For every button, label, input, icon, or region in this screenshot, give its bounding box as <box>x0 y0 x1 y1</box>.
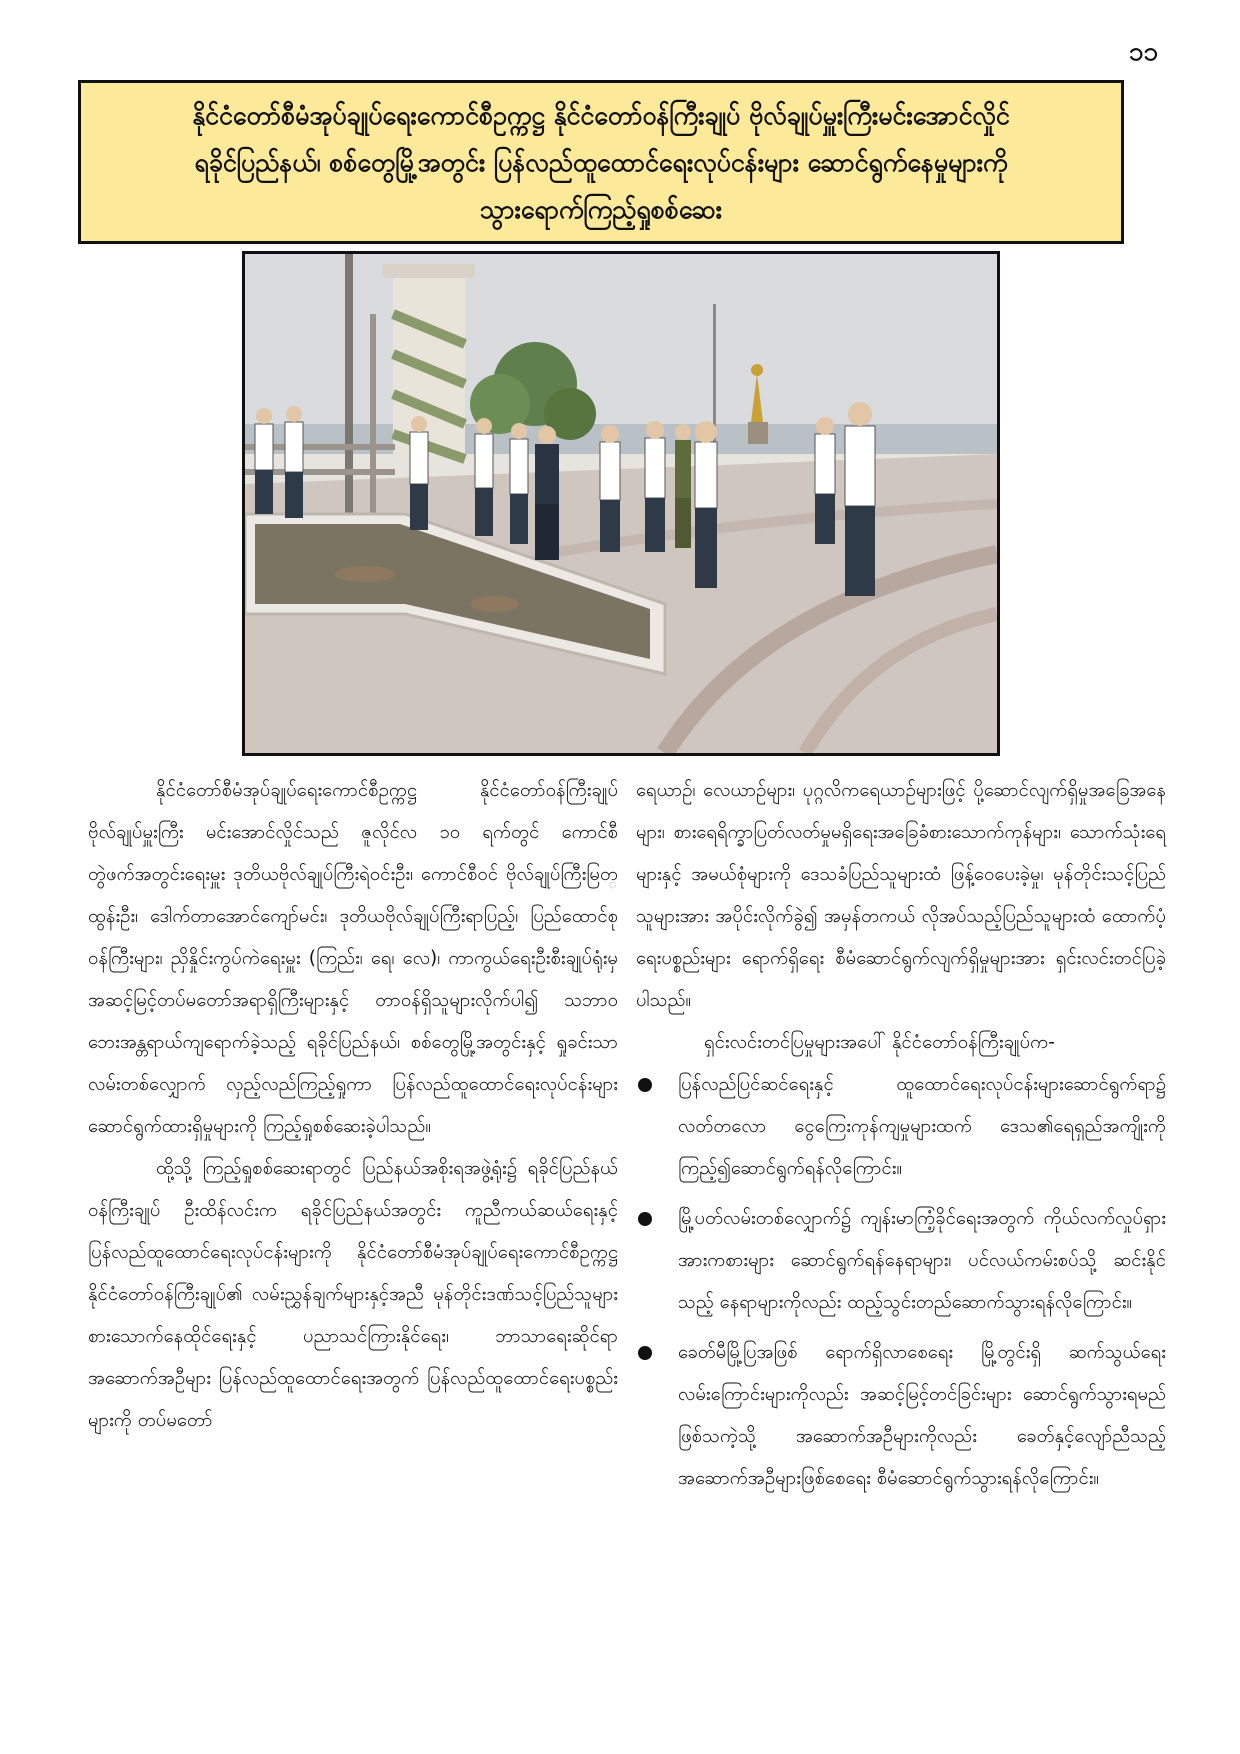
photo-illustration <box>245 254 997 753</box>
article-paragraph-4: ရှင်းလင်းတင်ပြမှုများအပေါ် နိုင်ငံတော်ဝန်ကြီးချုပ်က- <box>704 1032 1055 1053</box>
headline-box <box>78 80 1124 244</box>
headline-line-3: သွားရောက်ကြည့်ရှုစစ်ဆေး <box>480 194 722 224</box>
page-number: ၁၁ <box>1128 37 1158 67</box>
instruction-list <box>636 1064 1166 1500</box>
headline-line-2: ရခိုင်ပြည်နယ်၊ စစ်တွေမြို့အတွင်း ပြန်လည်ထူထောင်ရေးလုပ်ငန်းများ ဆောင်ရွက်နေမှုများကို <box>194 147 1008 177</box>
right-column <box>636 770 1166 1508</box>
bullet-icon <box>638 1212 652 1226</box>
list-item <box>636 1198 1166 1324</box>
list-item-text: ခေတ်မီမြို့ပြအဖြစ် ရောက်ရှိလာစေရေး မြို့တွင်းရှိ ဆက်သွယ်ရေးလမ်းကြောင်းများကိုလည်း အဆင့်မြင့်တင်ခြင်းများ ဆောင်ရွက်သွားရမည်ဖြစ်သကဲ့သို့ အဆောက်အဦများကိုလည်း ခေတ်နှင့်လျော်ညီသည့် အဆောက်အဦများဖြစ်စေရေး စီမံဆောင်ရွက်သွားရန်လိုကြောင်း။ <box>678 1342 1166 1489</box>
left-column <box>88 770 618 1442</box>
article-paragraph-1: နိုင်ငံတော်စီမံအုပ်ချုပ်ရေးကောင်စီဥက္ကဋ္ဌ နိုင်ငံတော်ဝန်ကြီးချုပ် ဗိုလ်ချုပ်မှူးကြီး မင်းအောင်လှိုင်သည် ဇူလိုင်လ ၁၀ ရက်တွင် ကောင်စီတွဲဖက်အတွင်းရေးမှူး ဒုတိယဗိုလ်ချုပ်ကြီးရဲဝင်းဦး၊ ကောင်စီဝင် ဗိုလ်ချုပ်ကြီးမြတ္ထွန်းဦး၊ ဒေါက်တာအောင်ကျော်မင်း၊ ဒုတိယဗိုလ်ချုပ်ကြီးရာပြည့်၊ ပြည်ထောင်စုဝန်ကြီးများ၊ ညှိနှိုင်းကွပ်ကဲရေးမှူး (ကြည်း၊ ရေ၊ လေ)၊ ကာကွယ်ရေးဦးစီးချုပ်ရုံးမှ အဆင့်မြင့်တပ်မတော်အရာရှိကြီးများနှင့် တာဝန်ရှိသူများလိုက်ပါ၍ သဘာဝဘေးအန္တရာယ်ကျရောက်ခဲ့သည့် ရခိုင်ပြည်နယ်၊ စစ်တွေမြို့အတွင်းနှင့် ရှုခင်းသာလမ်းတစ်လျှောက် လှည့်လည်ကြည့်ရှုကာ ပြန်လည်ထူထောင်ရေးလုပ်ငန်းများ ဆောင်ရွက်ထားရှိမှုများကို ကြည့်ရှုစစ်ဆေးခဲ့ပါသည်။ <box>88 780 618 1137</box>
list-item-text: မြို့ပတ်လမ်းတစ်လျှောက်၌ ကျန်းမာကြံ့ခိုင်ရေးအတွက် ကိုယ်လက်လှုပ်ရှား အားကစားများ ဆောင်ရွက်ရန်နေရာများ၊ ပင်လယ်ကမ်းစပ်သို့ ဆင်းနိုင်သည့် နေရာများကိုလည်း ထည့်သွင်းတည်ဆောက်သွားရန်လိုကြောင်း။ <box>678 1208 1166 1313</box>
article-paragraph-2: ထို့သို့ ကြည့်ရှုစစ်ဆေးရာတွင် ပြည်နယ်အစိုးရအဖွဲ့ရုံး၌ ရခိုင်ပြည်နယ်ဝန်ကြီးချုပ် ဦးထိန်လင်းက ရခိုင်ပြည်နယ်အတွင်း ကူညီကယ်ဆယ်ရေးနှင့် ပြန်လည်ထူထောင်ရေးလုပ်ငန်းများကို နိုင်ငံတော်စီမံအုပ်ချုပ်ရေးကောင်စီဥက္ကဋ္ဌ နိုင်ငံတော်ဝန်ကြီးချုပ်၏ လမ်းညွှန်ချက်များနှင့်အညီ မုန်တိုင်းဒဏ်သင့်ပြည်သူများ စားသောက်နေထိုင်ရေးနှင့် ပညာသင်ကြားနိုင်ရေး၊ ဘာသာရေးဆိုင်ရာ အဆောက်အဦများ ပြန်လည်ထူထောင်ရေးအတွက် ပြန်လည်ထူထောင်ရေးပစ္စည်းများကို တပ်မတော် <box>88 1158 618 1431</box>
list-item-text: ပြန်လည်ပြင်ဆင်ရေးနှင့် ထူထောင်ရေးလုပ်ငန်းများဆောင်ရွက်ရာ၌ လတ်တလော ငွေကြေးကုန်ကျမှုများထက် ဒေသ၏ရေရှည်အကျိုးကိုကြည့်၍ဆောင်ရွက်ရန်လိုကြောင်း။ <box>678 1074 1166 1179</box>
bullet-icon <box>638 1078 652 1092</box>
article-paragraph-3: ရေယာဉ်၊ လေယာဉ်များ၊ ပုဂ္ဂလိကရေယာဉ်များဖြင့် ပို့ဆောင်လျက်ရှိမှုအခြေအနေများ၊ စားရေရိက္ခာပြတ်လတ်မှုမရှိရေးအခြေခံစားသောက်ကုန်များ၊ သောက်သုံးရေများနှင့် အမယ်စုံများကို ဒေသခံပြည်သူများထံ ဖြန့်ဝေပေးခဲ့မှု၊ မုန်တိုင်းသင့်ပြည်သူများအား အပိုင်းလိုက်ခွဲ၍ အမှန်တကယ် လိုအပ်သည့်ပြည်သူများထံ ထောက်ပံ့ရေးပစ္စည်းများ ရောက်ရှိရေး စီမံဆောင်ရွက်လျက်ရှိမှုများအား ရှင်းလင်းတင်ပြခဲ့ပါသည်။ <box>636 780 1166 1011</box>
list-item <box>636 1332 1166 1500</box>
headline-line-1: နိုင်ငံတော်စီမံအုပ်ချုပ်ရေးကောင်စီဥက္ကဋ္ဌ နိုင်ငံတော်ဝန်ကြီးချုပ် ဗိုလ်ချုပ်မှူးကြီးမင်းအောင်လှိုင် <box>192 100 1010 130</box>
news-photo <box>242 251 1000 756</box>
bullet-icon <box>638 1346 652 1360</box>
list-item <box>636 1064 1166 1190</box>
